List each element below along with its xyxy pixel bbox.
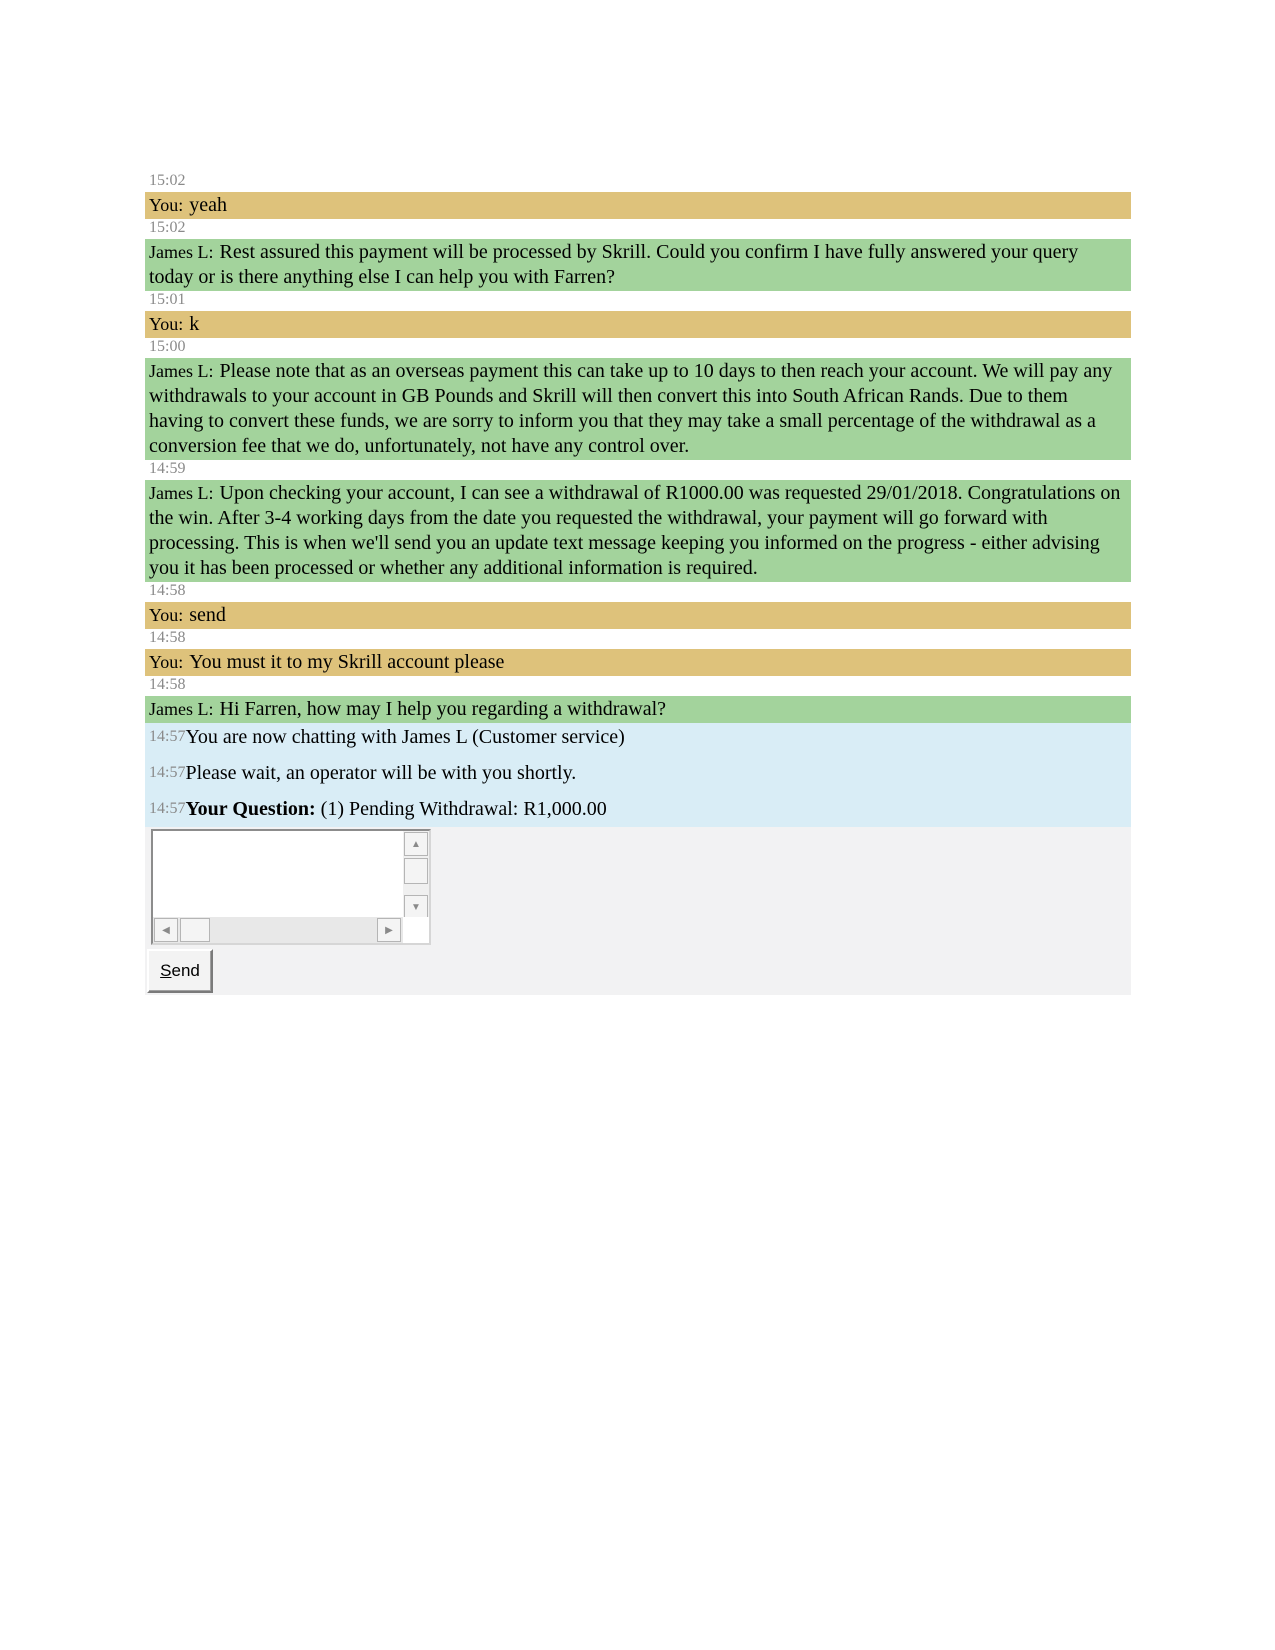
message-list xyxy=(145,172,1131,723)
message-time: 15:02 xyxy=(149,172,186,189)
message-speaker: James L: xyxy=(149,699,214,719)
vertical-scrollbar[interactable] xyxy=(403,831,429,921)
send-button-label: end xyxy=(171,961,200,980)
message-time: 14:58 xyxy=(149,676,186,693)
message-speaker: You: xyxy=(149,605,184,625)
message-item xyxy=(145,582,1131,629)
message-bubble-you xyxy=(145,649,1131,676)
message-speaker: You: xyxy=(149,652,184,672)
message-bubble-agent xyxy=(145,358,1131,460)
system-message-time: 14:57 xyxy=(149,764,186,781)
message-bubble-agent xyxy=(145,239,1131,291)
system-messages xyxy=(145,723,1131,827)
message-item xyxy=(145,338,1131,460)
message-speaker: James L: xyxy=(149,361,214,381)
message-text: yeah xyxy=(189,194,227,216)
message-text: You must it to my Skrill account please xyxy=(189,651,505,673)
question-label: Your Question: xyxy=(185,798,316,820)
vertical-scroll-thumb[interactable] xyxy=(404,858,428,884)
system-message xyxy=(149,723,1127,759)
scroll-up-arrow-icon[interactable]: ▲ xyxy=(404,832,428,856)
message-text: k xyxy=(189,313,200,335)
message-time: 14:58 xyxy=(149,629,186,646)
message-bubble-you xyxy=(145,311,1131,338)
message-item xyxy=(145,460,1131,582)
message-composer xyxy=(145,827,1131,995)
message-text: Upon checking your account, I can see a withdrawal of R1000.00 was requested 29/01/2018. Congratulations on the win. After 3-4 working days from the date you requested the withdrawal, your payment will go forward with processing. This is when we'll send you an update text message keeping you informed on the progress - either advising you it has been processed or whether any additional information is required. xyxy=(149,482,1121,579)
horizontal-scrollbar[interactable] xyxy=(153,917,403,943)
horizontal-scroll-thumb[interactable] xyxy=(180,918,210,942)
message-time: 15:02 xyxy=(149,219,186,236)
message-text: Hi Farren, how may I help you regarding a withdrawal? xyxy=(219,698,667,720)
message-item xyxy=(145,172,1131,219)
scroll-right-arrow-icon[interactable]: ▶ xyxy=(377,918,401,942)
scroll-down-arrow-icon[interactable]: ▼ xyxy=(404,895,428,919)
send-button[interactable] xyxy=(147,949,213,993)
chat-transcript xyxy=(145,172,1131,995)
message-speaker: James L: xyxy=(149,483,214,503)
message-text: send xyxy=(189,604,226,626)
scroll-left-arrow-icon[interactable]: ◀ xyxy=(154,918,178,942)
send-button-accesskey: S xyxy=(160,961,172,980)
message-speaker: You: xyxy=(149,314,184,334)
system-message xyxy=(149,759,1127,795)
scrollbar-corner xyxy=(403,917,429,943)
message-bubble-you xyxy=(145,192,1131,219)
system-message-text: (1) Pending Withdrawal: R1,000.00 xyxy=(320,798,607,820)
message-bubble-agent xyxy=(145,480,1131,582)
message-text: Rest assured this payment will be processed by Skrill. Could you confirm I have fully answered your query today or is there anything else I can help you with Farren? xyxy=(149,241,1079,288)
message-input[interactable] xyxy=(151,829,431,945)
system-message xyxy=(149,795,1127,827)
message-speaker: You: xyxy=(149,195,184,215)
message-time: 14:58 xyxy=(149,582,186,599)
message-time: 15:01 xyxy=(149,291,186,308)
message-bubble-you xyxy=(145,602,1131,629)
message-item xyxy=(145,676,1131,723)
system-message-time: 14:57 xyxy=(149,800,186,817)
message-bubble-agent xyxy=(145,696,1131,723)
message-item xyxy=(145,629,1131,676)
message-time: 15:00 xyxy=(149,338,186,355)
message-text: Please note that as an overseas payment this can take up to 10 days to then reach your account. We will pay any withdrawals to your account in GB Pounds and Skrill will then convert this into South African Rands. Due to them having to convert these funds, we are sorry to inform you that they may take a small percentage of the withdrawal as a conversion fee that we do, unfortunately, not have any control over. xyxy=(149,360,1113,457)
message-item xyxy=(145,219,1131,291)
system-message-text: Please wait, an operator will be with you shortly. xyxy=(185,762,577,784)
message-time: 14:59 xyxy=(149,460,186,477)
message-item xyxy=(145,291,1131,338)
system-message-time: 14:57 xyxy=(149,728,186,745)
message-speaker: James L: xyxy=(149,242,214,262)
system-message-text: You are now chatting with James L (Customer service) xyxy=(185,726,625,748)
